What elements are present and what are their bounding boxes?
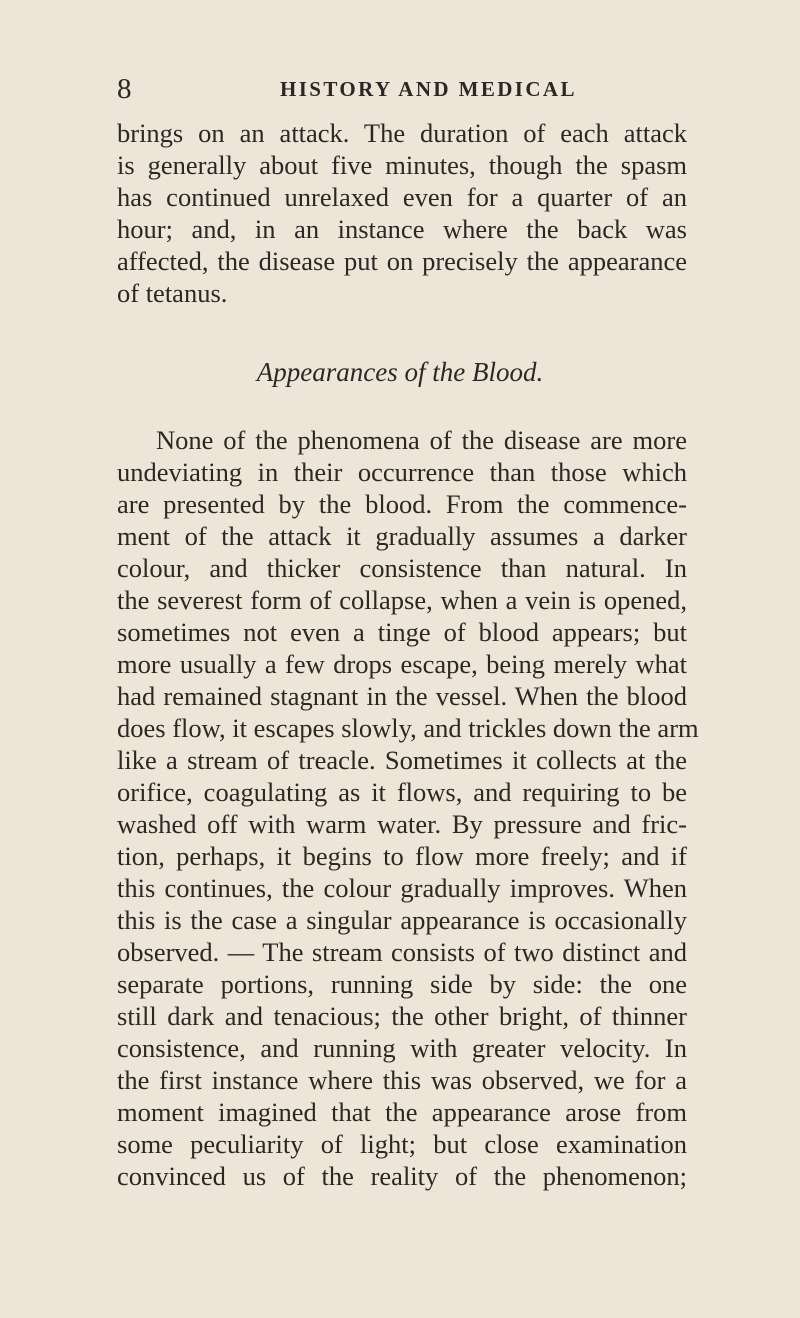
text-line: the severest form of collapse, when a vein is opened, (117, 585, 687, 615)
text-line: undeviating in their occurrence than those which (117, 457, 687, 487)
text-line: separate portions, running side by side: the one (117, 969, 687, 999)
text-line: brings on an attack. The duration of each attack (117, 118, 687, 148)
text-line: this continues, the colour gradually improves. When (117, 873, 687, 903)
page-number: 8 (117, 73, 132, 105)
text-line: convinced us of the reality of the phenomenon; (117, 1161, 687, 1191)
text-line: had remained stagnant in the vessel. When the blood (117, 681, 687, 711)
section-heading: Appearances of the Blood. (256, 357, 544, 387)
text-line: orifice, coagulating as it flows, and requiring to be (117, 777, 687, 807)
text-line: the first instance where this was observed, we for a (117, 1065, 687, 1095)
text-line: some peculiarity of light; but close examination (117, 1129, 687, 1159)
running-head (117, 72, 687, 106)
text-line: are presented by the blood. From the commence- (117, 489, 687, 519)
running-title: HISTORY AND MEDICAL (280, 77, 577, 101)
text-line: observed. — The stream consists of two distinct and (117, 937, 687, 967)
text-line: like a stream of treacle. Sometimes it collects at the (117, 745, 687, 775)
text-line: moment imagined that the appearance arose from (117, 1097, 687, 1127)
text-line: colour, and thicker consistence than natural. In (117, 553, 687, 583)
text-line: hour; and, in an instance where the back was (117, 214, 687, 244)
text-line: None of the phenomena of the disease are more (156, 425, 687, 455)
text-line: ment of the attack it gradually assumes a darker (117, 521, 687, 551)
text-line: has continued unrelaxed even for a quarter of an (117, 182, 687, 212)
text-line: sometimes not even a tinge of blood appears; but (117, 617, 687, 647)
text-line: of tetanus. (117, 278, 228, 308)
text-line: does flow, it escapes slowly, and trickles down the arm (117, 713, 699, 743)
text-line: consistence, and running with greater velocity. In (117, 1033, 687, 1063)
text-line: more usually a few drops escape, being merely what (117, 649, 687, 679)
text-line: is generally about five minutes, though the spasm (117, 150, 687, 180)
text-line: still dark and tenacious; the other bright, of thinner (117, 1001, 687, 1031)
text-line: affected, the disease put on precisely the appearance (117, 246, 687, 276)
text-line: tion, perhaps, it begins to flow more freely; and if (117, 841, 687, 871)
text-line: washed off with warm water. By pressure and fric- (117, 809, 687, 839)
text-line: this is the case a singular appearance is occasionally (117, 905, 687, 935)
